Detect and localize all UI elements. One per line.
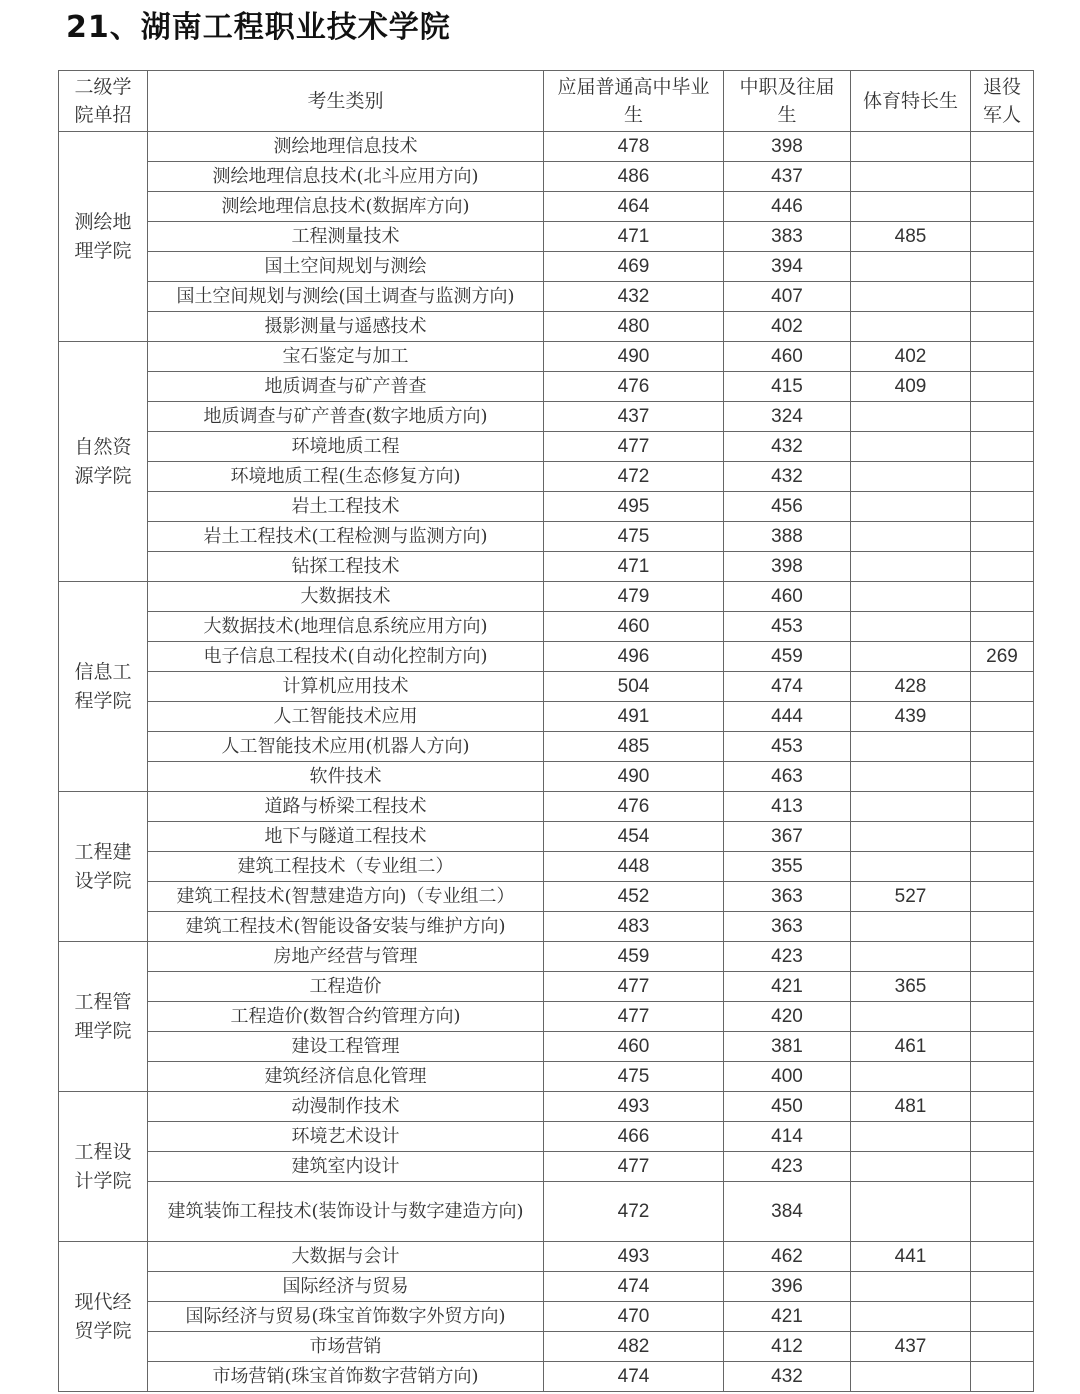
score-vocational-previous: 412 — [724, 1332, 851, 1362]
score-fresh-graduates: 482 — [544, 1332, 724, 1362]
score-sports-specialty — [851, 852, 971, 882]
major-name: 测绘地理信息技术(北斗应用方向) — [148, 162, 544, 192]
major-name: 测绘地理信息技术(数据库方向) — [148, 192, 544, 222]
score-fresh-graduates: 478 — [544, 132, 724, 162]
major-name: 建筑经济信息化管理 — [148, 1062, 544, 1092]
score-vocational-previous: 453 — [724, 732, 851, 762]
college-name: 信息工程学院 — [74, 660, 132, 712]
college-cell — [59, 1092, 148, 1242]
score-fresh-graduates: 475 — [544, 1062, 724, 1092]
score-fresh-graduates: 460 — [544, 612, 724, 642]
table-row — [59, 282, 1034, 312]
major-name: 岩土工程技术 — [148, 492, 544, 522]
score-vocational-previous: 363 — [724, 882, 851, 912]
score-vocational-previous: 355 — [724, 852, 851, 882]
major-name: 工程造价(数智合约管理方向) — [148, 1002, 544, 1032]
table-row — [59, 1182, 1034, 1242]
score-sports-specialty: 365 — [851, 972, 971, 1002]
score-fresh-graduates: 470 — [544, 1302, 724, 1332]
score-sports-specialty — [851, 252, 971, 282]
score-veterans — [971, 252, 1034, 282]
score-sports-specialty: 481 — [851, 1092, 971, 1122]
score-veterans — [971, 552, 1034, 582]
score-vocational-previous: 453 — [724, 612, 851, 642]
score-sports-specialty — [851, 1062, 971, 1092]
header-sports-specialty: 体育特长生 — [851, 71, 971, 132]
score-sports-specialty — [851, 432, 971, 462]
major-name: 地质调查与矿产普查 — [148, 372, 544, 402]
table-row — [59, 522, 1034, 552]
score-sports-specialty — [851, 312, 971, 342]
table-row — [59, 702, 1034, 732]
header-veterans: 退役军人 — [971, 71, 1034, 132]
score-sports-specialty: 527 — [851, 882, 971, 912]
college-name: 自然资源学院 — [74, 435, 132, 487]
score-veterans — [971, 822, 1034, 852]
score-fresh-graduates: 475 — [544, 522, 724, 552]
college-name: 工程建设学院 — [74, 840, 132, 892]
major-name: 软件技术 — [148, 762, 544, 792]
score-vocational-previous: 400 — [724, 1062, 851, 1092]
score-sports-specialty — [851, 612, 971, 642]
major-name: 大数据技术 — [148, 582, 544, 612]
score-veterans — [971, 132, 1034, 162]
score-sports-specialty — [851, 912, 971, 942]
score-veterans — [971, 1032, 1034, 1062]
score-vocational-previous: 463 — [724, 762, 851, 792]
score-sports-specialty — [851, 822, 971, 852]
college-cell — [59, 1242, 148, 1392]
score-sports-specialty — [851, 192, 971, 222]
major-name: 工程测量技术 — [148, 222, 544, 252]
table-row — [59, 1032, 1034, 1062]
score-vocational-previous: 407 — [724, 282, 851, 312]
score-vocational-previous: 432 — [724, 1362, 851, 1392]
major-name: 动漫制作技术 — [148, 1092, 544, 1122]
table-row — [59, 132, 1034, 162]
score-veterans — [971, 612, 1034, 642]
major-name: 人工智能技术应用 — [148, 702, 544, 732]
major-name: 建筑工程技术(智能设备安装与维护方向) — [148, 912, 544, 942]
score-veterans — [971, 432, 1034, 462]
score-sports-specialty — [851, 282, 971, 312]
major-name: 地质调查与矿产普查(数字地质方向) — [148, 402, 544, 432]
score-veterans — [971, 912, 1034, 942]
score-fresh-graduates: 469 — [544, 252, 724, 282]
score-vocational-previous: 460 — [724, 342, 851, 372]
score-veterans — [971, 1092, 1034, 1122]
score-fresh-graduates: 490 — [544, 762, 724, 792]
score-fresh-graduates: 491 — [544, 702, 724, 732]
table-row — [59, 792, 1034, 822]
score-fresh-graduates: 493 — [544, 1092, 724, 1122]
score-vocational-previous: 450 — [724, 1092, 851, 1122]
score-veterans — [971, 1062, 1034, 1092]
score-veterans — [971, 312, 1034, 342]
major-name: 市场营销 — [148, 1332, 544, 1362]
score-veterans — [971, 792, 1034, 822]
score-sports-specialty: 402 — [851, 342, 971, 372]
score-vocational-previous: 446 — [724, 192, 851, 222]
score-sports-specialty — [851, 942, 971, 972]
score-fresh-graduates: 471 — [544, 222, 724, 252]
score-vocational-previous: 444 — [724, 702, 851, 732]
header-candidate-type: 考生类别 — [148, 71, 544, 132]
score-fresh-graduates: 452 — [544, 882, 724, 912]
major-name: 钻探工程技术 — [148, 552, 544, 582]
score-vocational-previous: 421 — [724, 972, 851, 1002]
header-fresh-graduates: 应届普通高中毕业生 — [544, 71, 724, 132]
score-veterans — [971, 1122, 1034, 1152]
table-row — [59, 882, 1034, 912]
score-fresh-graduates: 474 — [544, 1362, 724, 1392]
score-fresh-graduates: 504 — [544, 672, 724, 702]
header-vocational-previous: 中职及往届生 — [724, 71, 851, 132]
score-vocational-previous: 420 — [724, 1002, 851, 1032]
major-name: 大数据技术(地理信息系统应用方向) — [148, 612, 544, 642]
score-fresh-graduates: 477 — [544, 1002, 724, 1032]
score-veterans — [971, 672, 1034, 702]
score-vocational-previous: 432 — [724, 462, 851, 492]
table-row — [59, 492, 1034, 522]
score-sports-specialty — [851, 1152, 971, 1182]
score-fresh-graduates: 454 — [544, 822, 724, 852]
score-veterans — [971, 972, 1034, 1002]
major-name: 国际经济与贸易(珠宝首饰数字外贸方向) — [148, 1302, 544, 1332]
table-row — [59, 252, 1034, 282]
score-fresh-graduates: 472 — [544, 1182, 724, 1242]
score-veterans — [971, 732, 1034, 762]
score-veterans — [971, 1362, 1034, 1392]
score-fresh-graduates: 476 — [544, 372, 724, 402]
score-vocational-previous: 414 — [724, 1122, 851, 1152]
score-sports-specialty — [851, 492, 971, 522]
score-fresh-graduates: 477 — [544, 972, 724, 1002]
score-vocational-previous: 384 — [724, 1182, 851, 1242]
table-row — [59, 1122, 1034, 1152]
score-sports-specialty — [851, 1182, 971, 1242]
table-row — [59, 1302, 1034, 1332]
score-vocational-previous: 367 — [724, 822, 851, 852]
table-row — [59, 552, 1034, 582]
major-name: 国际经济与贸易 — [148, 1272, 544, 1302]
table-row — [59, 1002, 1034, 1032]
score-fresh-graduates: 466 — [544, 1122, 724, 1152]
score-fresh-graduates: 459 — [544, 942, 724, 972]
score-sports-specialty — [851, 162, 971, 192]
score-veterans — [971, 492, 1034, 522]
major-name: 人工智能技术应用(机器人方向) — [148, 732, 544, 762]
major-name: 地下与隧道工程技术 — [148, 822, 544, 852]
score-fresh-graduates: 483 — [544, 912, 724, 942]
score-vocational-previous: 413 — [724, 792, 851, 822]
header-row — [59, 71, 1034, 132]
table-row — [59, 372, 1034, 402]
score-veterans — [971, 222, 1034, 252]
score-veterans — [971, 462, 1034, 492]
score-veterans — [971, 342, 1034, 372]
score-sports-specialty — [851, 462, 971, 492]
score-sports-specialty: 485 — [851, 222, 971, 252]
table-row — [59, 1332, 1034, 1362]
header-college: 二级学院单招 — [59, 71, 148, 132]
score-sports-specialty — [851, 1302, 971, 1332]
score-vocational-previous: 383 — [724, 222, 851, 252]
score-vocational-previous: 459 — [724, 642, 851, 672]
major-name: 宝石鉴定与加工 — [148, 342, 544, 372]
table-row — [59, 222, 1034, 252]
table-row — [59, 1062, 1034, 1092]
table-row — [59, 762, 1034, 792]
score-vocational-previous: 381 — [724, 1032, 851, 1062]
score-fresh-graduates: 496 — [544, 642, 724, 672]
score-fresh-graduates: 480 — [544, 312, 724, 342]
table-row — [59, 942, 1034, 972]
score-veterans — [971, 852, 1034, 882]
table-row — [59, 822, 1034, 852]
major-name: 建筑室内设计 — [148, 1152, 544, 1182]
score-vocational-previous: 363 — [724, 912, 851, 942]
table-row — [59, 1242, 1034, 1272]
college-cell — [59, 132, 148, 342]
score-sports-specialty: 437 — [851, 1332, 971, 1362]
score-fresh-graduates: 472 — [544, 462, 724, 492]
table-row — [59, 342, 1034, 372]
score-veterans — [971, 282, 1034, 312]
score-vocational-previous: 474 — [724, 672, 851, 702]
score-fresh-graduates: 477 — [544, 432, 724, 462]
score-sports-specialty: 428 — [851, 672, 971, 702]
score-fresh-graduates: 486 — [544, 162, 724, 192]
table-row — [59, 1152, 1034, 1182]
table-row — [59, 732, 1034, 762]
major-name: 市场营销(珠宝首饰数字营销方向) — [148, 1362, 544, 1392]
admission-score-table — [58, 70, 1034, 1392]
score-sports-specialty: 461 — [851, 1032, 971, 1062]
score-vocational-previous: 460 — [724, 582, 851, 612]
score-sports-specialty — [851, 642, 971, 672]
college-cell — [59, 942, 148, 1092]
table-body — [59, 132, 1034, 1392]
score-vocational-previous: 402 — [724, 312, 851, 342]
table-row — [59, 582, 1034, 612]
major-name: 道路与桥梁工程技术 — [148, 792, 544, 822]
score-sports-specialty — [851, 1362, 971, 1392]
table-row — [59, 672, 1034, 702]
score-sports-specialty — [851, 1122, 971, 1152]
major-name: 大数据与会计 — [148, 1242, 544, 1272]
score-fresh-graduates: 464 — [544, 192, 724, 222]
score-veterans — [971, 942, 1034, 972]
score-fresh-graduates: 493 — [544, 1242, 724, 1272]
table-row — [59, 642, 1034, 672]
score-fresh-graduates: 432 — [544, 282, 724, 312]
score-sports-specialty: 439 — [851, 702, 971, 732]
major-name: 摄影测量与遥感技术 — [148, 312, 544, 342]
score-fresh-graduates: 485 — [544, 732, 724, 762]
score-sports-specialty — [851, 582, 971, 612]
score-fresh-graduates: 471 — [544, 552, 724, 582]
score-fresh-graduates: 448 — [544, 852, 724, 882]
major-name: 建筑工程技术（专业组二） — [148, 852, 544, 882]
score-vocational-previous: 432 — [724, 432, 851, 462]
page-title: 21、湖南工程职业技术学院 — [66, 10, 451, 45]
score-vocational-previous: 396 — [724, 1272, 851, 1302]
table-row — [59, 912, 1034, 942]
major-name: 国土空间规划与测绘 — [148, 252, 544, 282]
score-vocational-previous: 324 — [724, 402, 851, 432]
college-name: 工程管理学院 — [74, 990, 132, 1042]
score-veterans — [971, 1242, 1034, 1272]
score-sports-specialty — [851, 402, 971, 432]
table-row — [59, 312, 1034, 342]
major-name: 电子信息工程技术(自动化控制方向) — [148, 642, 544, 672]
major-name: 岩土工程技术(工程检测与监测方向) — [148, 522, 544, 552]
major-name: 建筑装饰工程技术(装饰设计与数字建造方向) — [148, 1182, 544, 1242]
score-sports-specialty — [851, 732, 971, 762]
major-name: 建设工程管理 — [148, 1032, 544, 1062]
score-veterans — [971, 372, 1034, 402]
score-veterans — [971, 402, 1034, 432]
table-row — [59, 192, 1034, 222]
major-name: 建筑工程技术(智慧建造方向)（专业组二） — [148, 882, 544, 912]
score-fresh-graduates: 490 — [544, 342, 724, 372]
score-veterans — [971, 1272, 1034, 1302]
score-sports-specialty — [851, 552, 971, 582]
table-row — [59, 972, 1034, 1002]
score-veterans — [971, 1332, 1034, 1362]
score-sports-specialty — [851, 1002, 971, 1032]
score-fresh-graduates: 460 — [544, 1032, 724, 1062]
score-veterans: 269 — [971, 642, 1034, 672]
table-row — [59, 1272, 1034, 1302]
score-veterans — [971, 582, 1034, 612]
score-veterans — [971, 882, 1034, 912]
score-veterans — [971, 522, 1034, 552]
college-cell — [59, 792, 148, 942]
score-vocational-previous: 398 — [724, 552, 851, 582]
score-vocational-previous: 388 — [724, 522, 851, 552]
table-row — [59, 612, 1034, 642]
score-vocational-previous: 423 — [724, 942, 851, 972]
score-sports-specialty: 441 — [851, 1242, 971, 1272]
score-vocational-previous: 421 — [724, 1302, 851, 1332]
score-veterans — [971, 1152, 1034, 1182]
score-veterans — [971, 1002, 1034, 1032]
score-sports-specialty: 409 — [851, 372, 971, 402]
table-row — [59, 1092, 1034, 1122]
major-name: 房地产经营与管理 — [148, 942, 544, 972]
major-name: 计算机应用技术 — [148, 672, 544, 702]
score-fresh-graduates: 477 — [544, 1152, 724, 1182]
score-vocational-previous: 394 — [724, 252, 851, 282]
score-vocational-previous: 415 — [724, 372, 851, 402]
major-name: 环境地质工程(生态修复方向) — [148, 462, 544, 492]
major-name: 工程造价 — [148, 972, 544, 1002]
admission-score-table-wrapper — [58, 70, 1034, 1392]
score-sports-specialty — [851, 522, 971, 552]
score-vocational-previous: 437 — [724, 162, 851, 192]
score-sports-specialty — [851, 132, 971, 162]
score-veterans — [971, 762, 1034, 792]
college-cell — [59, 582, 148, 792]
score-fresh-graduates: 474 — [544, 1272, 724, 1302]
score-veterans — [971, 192, 1034, 222]
table-row — [59, 1362, 1034, 1392]
college-name: 工程设计学院 — [74, 1140, 132, 1192]
college-name: 现代经贸学院 — [74, 1290, 132, 1342]
college-name: 测绘地理学院 — [74, 210, 132, 262]
score-sports-specialty — [851, 762, 971, 792]
college-cell — [59, 342, 148, 582]
score-sports-specialty — [851, 1272, 971, 1302]
score-veterans — [971, 1182, 1034, 1242]
major-name: 国土空间规划与测绘(国土调查与监测方向) — [148, 282, 544, 312]
score-veterans — [971, 1302, 1034, 1332]
major-name: 环境地质工程 — [148, 432, 544, 462]
major-name: 测绘地理信息技术 — [148, 132, 544, 162]
table-row — [59, 852, 1034, 882]
score-veterans — [971, 162, 1034, 192]
score-fresh-graduates: 495 — [544, 492, 724, 522]
score-fresh-graduates: 476 — [544, 792, 724, 822]
score-vocational-previous: 456 — [724, 492, 851, 522]
table-row — [59, 432, 1034, 462]
score-fresh-graduates: 437 — [544, 402, 724, 432]
score-veterans — [971, 702, 1034, 732]
table-row — [59, 402, 1034, 432]
score-sports-specialty — [851, 792, 971, 822]
score-vocational-previous: 423 — [724, 1152, 851, 1182]
score-vocational-previous: 462 — [724, 1242, 851, 1272]
table-row — [59, 162, 1034, 192]
score-fresh-graduates: 479 — [544, 582, 724, 612]
table-row — [59, 462, 1034, 492]
major-name: 环境艺术设计 — [148, 1122, 544, 1152]
score-vocational-previous: 398 — [724, 132, 851, 162]
